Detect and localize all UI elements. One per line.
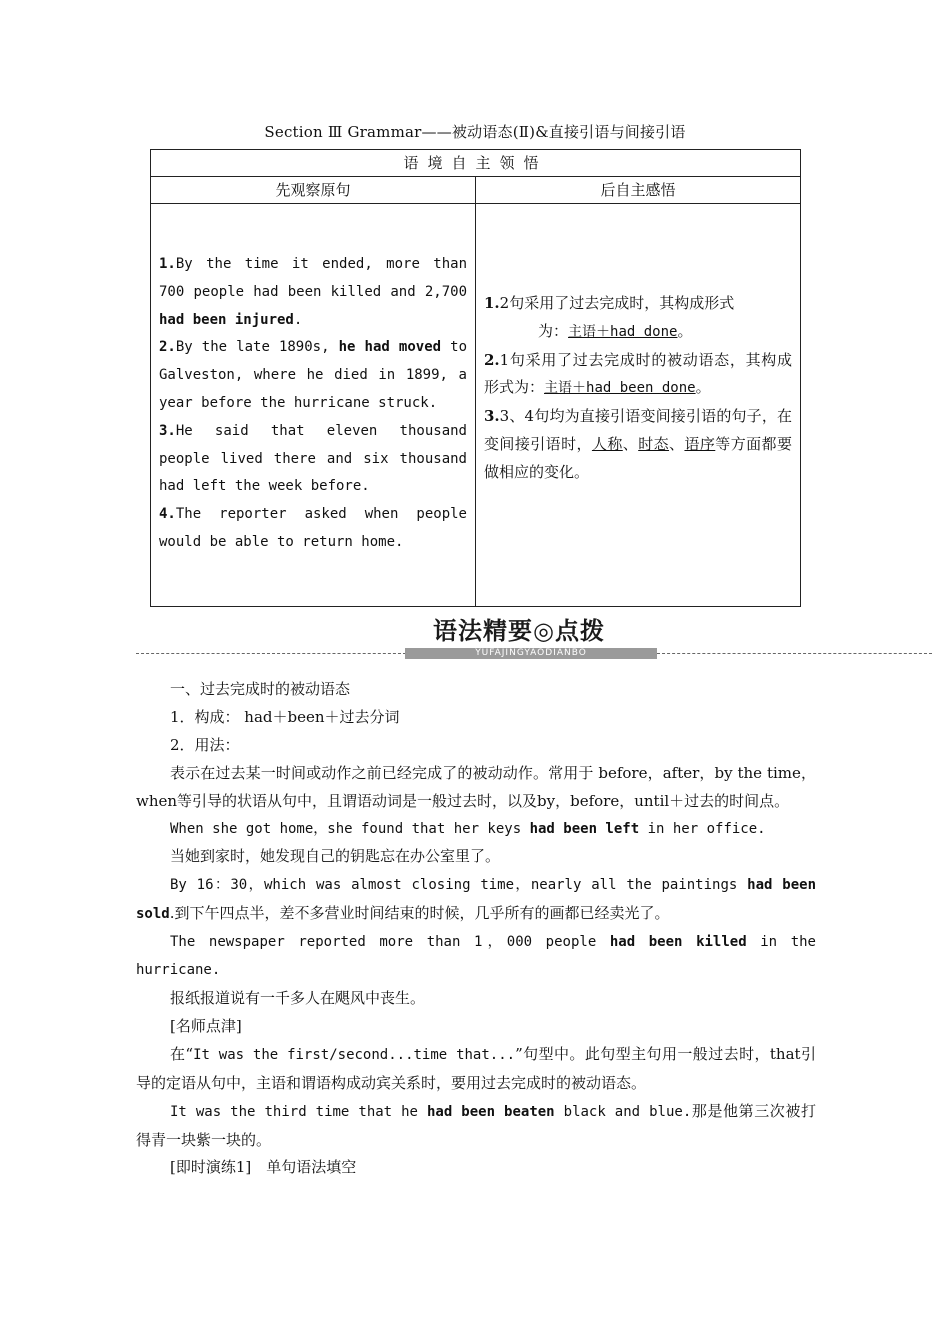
insight-2: 2.1句采用了过去完成时的被动语态，其构成形式为：主语＋had been done。	[484, 350, 792, 397]
section-banner	[135, 614, 935, 660]
blank-answer: 时态	[638, 434, 670, 453]
example-3: The newspaper reported more than 1，000 people had been killed in the hurricane.	[136, 934, 816, 979]
blank-answer: 主语＋had done	[568, 323, 678, 340]
sentence-2: 2.By the late 1890s, he had moved to Galveston, where he died in 1899, a year before the hurricane struck.	[159, 339, 467, 411]
sentence-4: 4.The reporter asked when people would be able to return home.	[159, 506, 467, 550]
practice-label: [即时演练1] 单句语法填空	[170, 1158, 357, 1177]
teacher-tip-label: [名师点津]	[170, 1016, 242, 1035]
section-title: Section Ⅲ Grammar——被动语态(Ⅱ)&直接引语与间接引语	[264, 123, 686, 141]
example-1: When she got home，she found that her keys had been left in her office.	[170, 820, 766, 837]
example-4: It was the third time that he had been beaten black and blue.那是他第三次被打得青一块紫一块的。	[136, 1101, 816, 1149]
banner-subtitle: YUFAJINGYAODIANBO	[405, 648, 657, 659]
insight-1-formula: 为：主语＋had done。	[538, 321, 693, 340]
example-1-translation: 当她到家时，她发现自己的钥匙忘在办公室里了。	[170, 847, 501, 866]
usage-text: 表示在过去某一时间或动作之前已经完成了的被动动作。常用于 before，after，by the time，when等引导的状语从句中，且谓语动词是一般过去时，以及by，before，until＋过去的时间点。	[136, 763, 816, 810]
column-header-right: 后自主感悟	[476, 177, 801, 204]
banner-title: 语法精要◎点拨	[433, 617, 605, 645]
grammar-explanation	[136, 676, 816, 1182]
insight-3: 3.3、4句均为直接引语变间接引语的句子，在变间接引语时，人称、时态、语序等方面都要做相应的变化。	[484, 407, 792, 481]
structure-line: 1．构成： had＋been＋过去分词	[170, 707, 400, 726]
insights	[484, 290, 792, 487]
column-header-left: 先观察原句	[151, 177, 476, 204]
insights-cell	[476, 204, 801, 607]
sentence-3: 3.He said that eleven thousand people lived there and six thousand had left the week before.	[159, 422, 467, 495]
heading-passive-past-perfect: 一、过去完成时的被动语态	[170, 680, 351, 698]
example-2: By 16：30，which was almost closing time，nearly all the paintings had been sold.到下午四点半，差不多营业时间结束的时候，几乎所有的画都已经卖光了。	[136, 877, 817, 923]
blank-answer: 主语＋had been done	[544, 380, 696, 397]
teacher-tip: 在“It was the first/second...time that...”句型中。此句型主句用一般过去时，that引导的定语从句中，主语和谓语构成动宾关系时，要用过去完成时的被动语态。	[136, 1044, 816, 1092]
blank-answer: 语序	[684, 434, 716, 453]
sentence-1: 1.By the time it ended, more than 700 people had been killed and 2,700 had been injured.	[159, 256, 467, 328]
observation-table	[150, 149, 801, 607]
table-header: 语境自主领悟	[151, 150, 801, 177]
original-sentences	[159, 251, 467, 557]
insight-1: 1.2句采用了过去完成时，其构成形式	[484, 294, 735, 312]
example-3-translation: 报纸报道说有一千多人在飓风中丧生。	[170, 988, 426, 1007]
original-sentences-cell	[151, 204, 476, 607]
usage-label: 2．用法：	[170, 735, 240, 754]
blank-answer: 人称	[591, 434, 623, 453]
